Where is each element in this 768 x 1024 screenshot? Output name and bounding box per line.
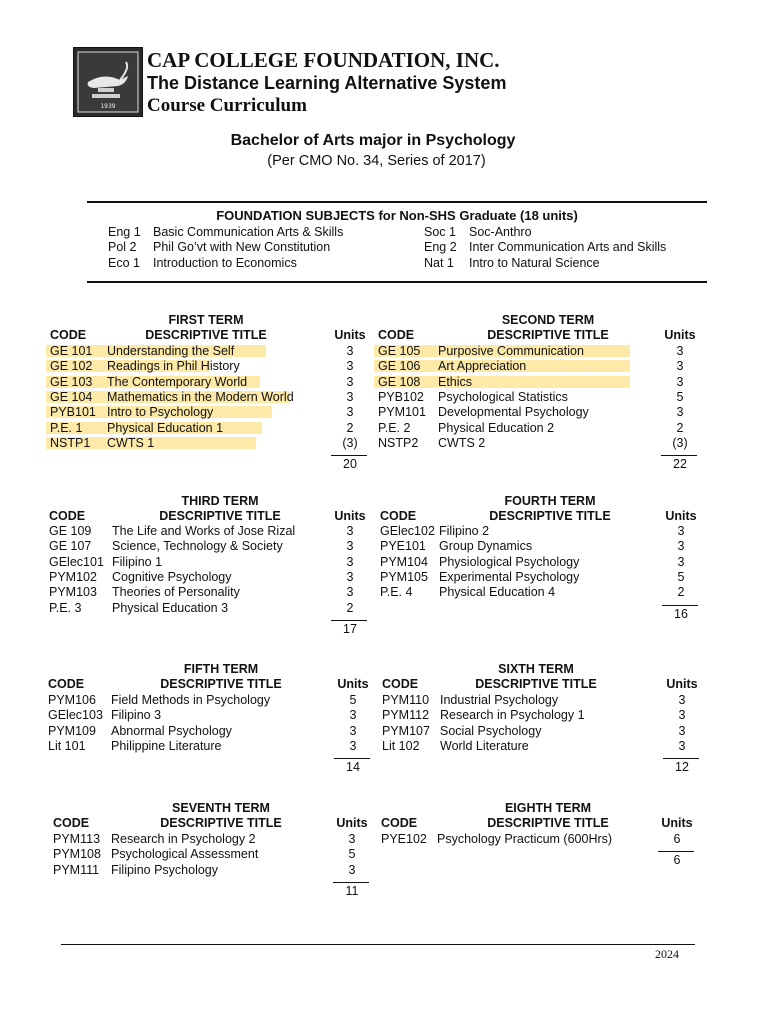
course-title: Social Psychology (440, 724, 542, 738)
column-header-title: DESCRIPTIVE TITLE (159, 509, 281, 523)
course-code: GElec102 (380, 524, 435, 538)
course-units: (3) (672, 436, 688, 450)
total-rule (331, 620, 367, 621)
total-rule (334, 758, 370, 759)
course-code: PYM105 (380, 570, 428, 584)
course-units: 3 (346, 405, 354, 419)
course-code: P.E. 1 (50, 421, 83, 435)
course-code: GE 107 (49, 539, 92, 553)
course-units: 3 (349, 724, 357, 738)
course-title: Psychological Assessment (111, 847, 259, 861)
course-title: Science, Technology & Society (112, 539, 283, 553)
column-header-title: DESCRIPTIVE TITLE (160, 816, 282, 830)
column-header-title: DESCRIPTIVE TITLE (475, 677, 597, 691)
course-code: GElec103 (48, 708, 103, 722)
course-title: Mathematics in the Modern World (107, 390, 294, 404)
course-code: PYM103 (49, 585, 97, 599)
course-title: The Contemporary World (107, 375, 248, 389)
course-code: PYM102 (49, 570, 97, 584)
course-units: 5 (677, 570, 685, 584)
course-title: Philippine Literature (111, 739, 222, 753)
term-total-units: 6 (673, 853, 681, 867)
course-code: PYM101 (378, 405, 426, 419)
course-units: 2 (677, 585, 685, 599)
term-heading: EIGHTH TERM (504, 801, 592, 815)
course-units: 3 (676, 375, 684, 389)
column-header-code: CODE (381, 816, 418, 830)
total-rule (333, 882, 369, 883)
term-total-units: 11 (345, 884, 359, 898)
svg-text:1939: 1939 (100, 103, 116, 110)
course-title: Psychological Statistics (438, 390, 568, 404)
course-units: 3 (346, 585, 354, 599)
course-title: Group Dynamics (439, 539, 533, 553)
course-units: 3 (346, 375, 354, 389)
term-heading: FIRST TERM (168, 313, 244, 327)
column-header-units: Units (334, 328, 366, 342)
total-rule (331, 455, 367, 456)
course-units: 3 (346, 390, 354, 404)
course-units: 6 (673, 832, 681, 846)
course-units: 5 (348, 847, 356, 861)
course-units: 3 (346, 524, 354, 538)
foundation-subject: Phil Go’vt with New Constitution (153, 240, 331, 254)
total-rule (663, 758, 699, 759)
course-units: 2 (346, 421, 354, 435)
institution-name: CAP COLLEGE FOUNDATION, INC. (147, 48, 500, 72)
course-units: 3 (346, 570, 354, 584)
term-heading: SIXTH TERM (498, 662, 574, 676)
course-title: Ethics (438, 375, 473, 389)
course-title: Readings in Phil History (107, 359, 240, 373)
course-code: NSTP1 (50, 436, 91, 450)
course-title: Cognitive Psychology (112, 570, 232, 584)
course-code: GE 102 (50, 359, 93, 373)
course-title: Physiological Psychology (439, 555, 580, 569)
course-code: PYM109 (48, 724, 96, 738)
course-title: Filipino Psychology (111, 863, 218, 877)
course-units: 3 (677, 555, 685, 569)
course-title: Purposive Communication (438, 344, 584, 358)
foundation-code: Soc 1 (424, 225, 456, 239)
course-title: Field Methods in Psychology (111, 693, 271, 707)
term-total-units: 17 (343, 622, 357, 636)
total-rule (662, 605, 698, 606)
foundation-subject: Inter Communication Arts and Skills (469, 240, 667, 254)
course-units: 3 (678, 724, 686, 738)
foundation-subject: Basic Communication Arts & Skills (153, 225, 344, 239)
course-title: Research in Psychology 1 (440, 708, 585, 722)
program-title: Bachelor of Arts major in Psychology (230, 132, 516, 149)
total-rule (661, 455, 697, 456)
course-title: Experimental Psychology (439, 570, 580, 584)
course-units: 3 (348, 832, 356, 846)
course-units: 3 (678, 693, 686, 707)
term-total-units: 14 (346, 760, 360, 774)
column-header-units: Units (336, 816, 368, 830)
course-units: 3 (346, 539, 354, 553)
term-total-units: 22 (673, 457, 687, 471)
term-heading: FOURTH TERM (504, 494, 596, 508)
course-title: World Literature (440, 739, 529, 753)
term-heading: THIRD TERM (181, 494, 259, 508)
document-type: Course Curriculum (147, 95, 307, 116)
column-header-title: DESCRIPTIVE TITLE (160, 677, 282, 691)
college-logo (73, 47, 143, 117)
course-units: 2 (346, 601, 354, 615)
column-header-units: Units (665, 509, 697, 523)
term-heading: SEVENTH TERM (172, 801, 270, 815)
course-units: 3 (346, 344, 354, 358)
course-code: PYE102 (381, 832, 427, 846)
foundation-top-rule (87, 201, 707, 203)
course-units: 3 (678, 708, 686, 722)
course-code: P.E. 2 (378, 421, 411, 435)
course-code: PYM106 (48, 693, 96, 707)
course-units: 5 (349, 693, 357, 707)
course-title: The Life and Works of Jose Rizal (112, 524, 296, 538)
course-title: Intro to Psychology (107, 405, 214, 419)
course-units: (3) (342, 436, 358, 450)
course-title: Filipino 3 (111, 708, 162, 722)
course-title: Developmental Psychology (438, 405, 589, 419)
column-header-units: Units (334, 509, 366, 523)
foundation-title: FOUNDATION SUBJECTS for Non-SHS Graduate (18 units) (216, 208, 578, 223)
course-code: PYM104 (380, 555, 428, 569)
column-header-code: CODE (49, 509, 86, 523)
course-code: PYM107 (382, 724, 430, 738)
course-units: 3 (676, 359, 684, 373)
course-code: GE 104 (50, 390, 93, 404)
column-header-units: Units (666, 677, 698, 691)
course-code: GElec101 (49, 555, 104, 569)
course-title: Physical Education 4 (439, 585, 556, 599)
course-units: 2 (676, 421, 684, 435)
course-title: Art Appreciation (438, 359, 527, 373)
course-code: GE 101 (50, 344, 93, 358)
course-title: Research in Psychology 2 (111, 832, 256, 846)
course-units: 3 (677, 524, 685, 538)
course-title: Filipino 2 (439, 524, 490, 538)
course-code: GE 105 (378, 344, 421, 358)
column-header-code: CODE (48, 677, 85, 691)
course-units: 3 (676, 405, 684, 419)
course-title: Physical Education 2 (438, 421, 555, 435)
course-title: Physical Education 3 (112, 601, 229, 615)
term-heading: SECOND TERM (501, 313, 595, 327)
course-title: CWTS 1 (107, 436, 155, 450)
column-header-code: CODE (50, 328, 87, 342)
course-code: Lit 101 (48, 739, 86, 753)
lamp-emblem-icon (74, 48, 142, 116)
column-header-title: DESCRIPTIVE TITLE (145, 328, 267, 342)
course-units: 3 (676, 344, 684, 358)
column-header-code: CODE (53, 816, 90, 830)
foundation-subject: Introduction to Economics (153, 256, 297, 270)
course-units: 5 (676, 390, 684, 404)
course-code: GE 106 (378, 359, 421, 373)
cmo-reference: (Per CMO No. 34, Series of 2017) (267, 153, 486, 169)
course-title: Abnormal Psychology (111, 724, 232, 738)
course-code: PYM111 (53, 863, 100, 877)
course-code: PYB101 (50, 405, 96, 419)
course-units: 3 (677, 539, 685, 553)
course-units: 3 (346, 359, 354, 373)
system-name: The Distance Learning Alternative System (147, 73, 507, 93)
column-header-units: Units (664, 328, 696, 342)
column-header-title: DESCRIPTIVE TITLE (489, 509, 611, 523)
course-code: PYM110 (382, 693, 430, 707)
foundation-code: Pol 2 (108, 240, 137, 254)
foundation-code: Nat 1 (424, 256, 454, 270)
term-total-units: 12 (675, 760, 689, 774)
foundation-code: Eng 1 (108, 225, 141, 239)
course-code: PYM108 (53, 847, 101, 861)
course-code: PYE101 (380, 539, 426, 553)
term-total-units: 16 (674, 607, 688, 621)
column-header-code: CODE (378, 328, 415, 342)
course-code: NSTP2 (378, 436, 419, 450)
column-header-units: Units (661, 816, 693, 830)
term-heading: FIFTH TERM (183, 662, 259, 676)
term-total-units: 20 (343, 457, 357, 471)
footer-rule (61, 944, 695, 945)
course-code: P.E. 4 (380, 585, 413, 599)
course-units: 3 (349, 708, 357, 722)
course-code: P.E. 3 (49, 601, 82, 615)
course-code: PYM113 (53, 832, 101, 846)
foundation-subject: Intro to Natural Science (469, 256, 600, 270)
course-units: 3 (346, 555, 354, 569)
column-header-title: DESCRIPTIVE TITLE (487, 328, 609, 342)
course-code: GE 103 (50, 375, 93, 389)
course-units: 3 (349, 739, 357, 753)
column-header-code: CODE (382, 677, 419, 691)
foundation-subject: Soc-Anthro (469, 225, 532, 239)
course-code: GE 108 (378, 375, 421, 389)
course-code: GE 109 (49, 524, 92, 538)
foundation-code: Eco 1 (108, 256, 140, 270)
course-title: Filipino 1 (112, 555, 163, 569)
course-units: 3 (678, 739, 686, 753)
course-title: Industrial Psychology (440, 693, 559, 707)
course-title: Theories of Personality (112, 585, 240, 599)
course-code: PYM112 (382, 708, 430, 722)
course-title: Physical Education 1 (107, 421, 224, 435)
course-units: 3 (348, 863, 356, 877)
course-title: Psychology Practicum (600Hrs) (437, 832, 613, 846)
course-code: Lit 102 (382, 739, 420, 753)
total-rule (658, 851, 694, 852)
footer-year: 2024 (655, 947, 679, 961)
course-code: PYB102 (378, 390, 424, 404)
course-title: CWTS 2 (438, 436, 486, 450)
foundation-code: Eng 2 (424, 240, 457, 254)
column-header-title: DESCRIPTIVE TITLE (487, 816, 609, 830)
foundation-bottom-rule (87, 281, 707, 283)
column-header-code: CODE (380, 509, 417, 523)
course-title: Understanding the Self (107, 344, 235, 358)
column-header-units: Units (337, 677, 369, 691)
